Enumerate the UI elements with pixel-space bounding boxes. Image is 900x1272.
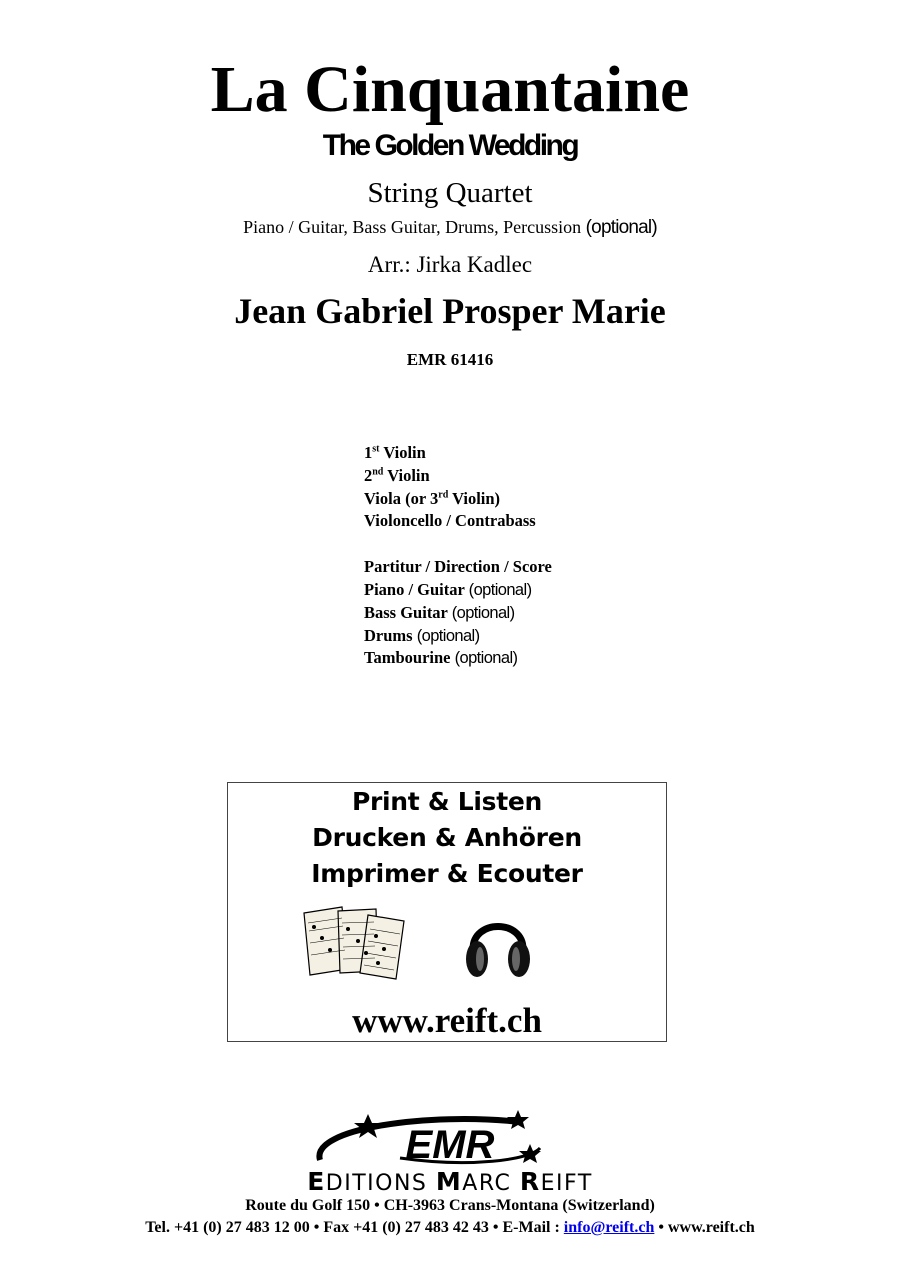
part-optional-note: (optional) xyxy=(454,649,518,668)
contact-website: • www.reift.ch xyxy=(654,1219,755,1236)
part-optional-note: (optional) xyxy=(416,626,480,645)
part-label: Violin xyxy=(387,465,430,485)
part-item xyxy=(364,647,552,670)
part-ordinal: rd xyxy=(438,489,449,501)
part-ordinal: st xyxy=(372,443,380,455)
print-listen-box xyxy=(227,782,667,1042)
part-number: 1 xyxy=(364,443,373,462)
part-optional-note: (optional) xyxy=(451,603,515,622)
part-item xyxy=(364,625,552,648)
page-title: La Cinquantaine xyxy=(210,53,690,126)
arranger-credit: Arr.: Jirka Kadlec xyxy=(367,252,533,277)
publisher-word: DITIONS xyxy=(325,1171,436,1196)
publisher-name xyxy=(0,1167,900,1196)
publisher-initial: M xyxy=(435,1167,463,1196)
publisher-initial: E xyxy=(307,1167,326,1196)
emr-logo-text: EMR xyxy=(405,1123,495,1167)
promo-url[interactable]: www.reift.ch xyxy=(352,1001,542,1040)
email-link[interactable]: info@reift.ch xyxy=(563,1219,655,1236)
part-label: Tambourine xyxy=(364,648,451,668)
part-viola-suffix: Violin) xyxy=(452,488,501,508)
catalog-number: EMR 61416 xyxy=(406,350,494,369)
part-label: Bass Guitar xyxy=(364,602,448,622)
composer-name: Jean Gabriel Prosper Marie xyxy=(234,291,666,331)
promo-line-german: Drucken & Anhören xyxy=(312,823,582,852)
page-subtitle: The Golden Wedding xyxy=(322,129,578,162)
instrumentation-line xyxy=(0,215,900,240)
promo-line-english: Print & Listen xyxy=(351,787,543,816)
publisher-word: ARC xyxy=(462,1171,520,1196)
part-ordinal: nd xyxy=(372,466,384,478)
part-item xyxy=(364,442,552,465)
part-item xyxy=(364,579,552,602)
publisher-initial: R xyxy=(519,1167,541,1196)
publisher-word: EIFT xyxy=(540,1171,593,1196)
part-item xyxy=(364,602,552,625)
part-label: Violin xyxy=(383,443,426,462)
part-item xyxy=(364,465,552,488)
promo-line-french: Imprimer & Ecouter xyxy=(311,859,583,888)
part-item: Partitur / Direction / Score xyxy=(364,557,552,577)
headphones-icon xyxy=(463,905,533,981)
part-optional-note: (optional) xyxy=(468,580,532,599)
part-label: Piano / Guitar xyxy=(364,579,465,599)
sheet-music-icon xyxy=(300,903,410,981)
part-item: Violoncello / Contrabass xyxy=(364,511,536,531)
publisher-contact xyxy=(0,1217,900,1239)
instrumentation-text: Piano / Guitar, Bass Guitar, Drums, Percussion xyxy=(243,217,582,237)
part-item xyxy=(364,488,552,511)
part-number: 2 xyxy=(364,465,373,485)
publisher-address: Route du Golf 150 • CH-3963 Crans-Montana (Switzerland) xyxy=(245,1197,655,1214)
ensemble-label: String Quartet xyxy=(367,177,533,209)
parts-list xyxy=(364,442,552,670)
part-viola-prefix: Viola (or 3 xyxy=(364,488,439,508)
part-label: Drums xyxy=(364,625,413,645)
contact-phone-fax: Tel. +41 (0) 27 483 12 00 • Fax +41 (0) 27 483 42 43 • E-Mail : xyxy=(145,1219,564,1236)
instrumentation-optional: (optional) xyxy=(585,217,657,238)
